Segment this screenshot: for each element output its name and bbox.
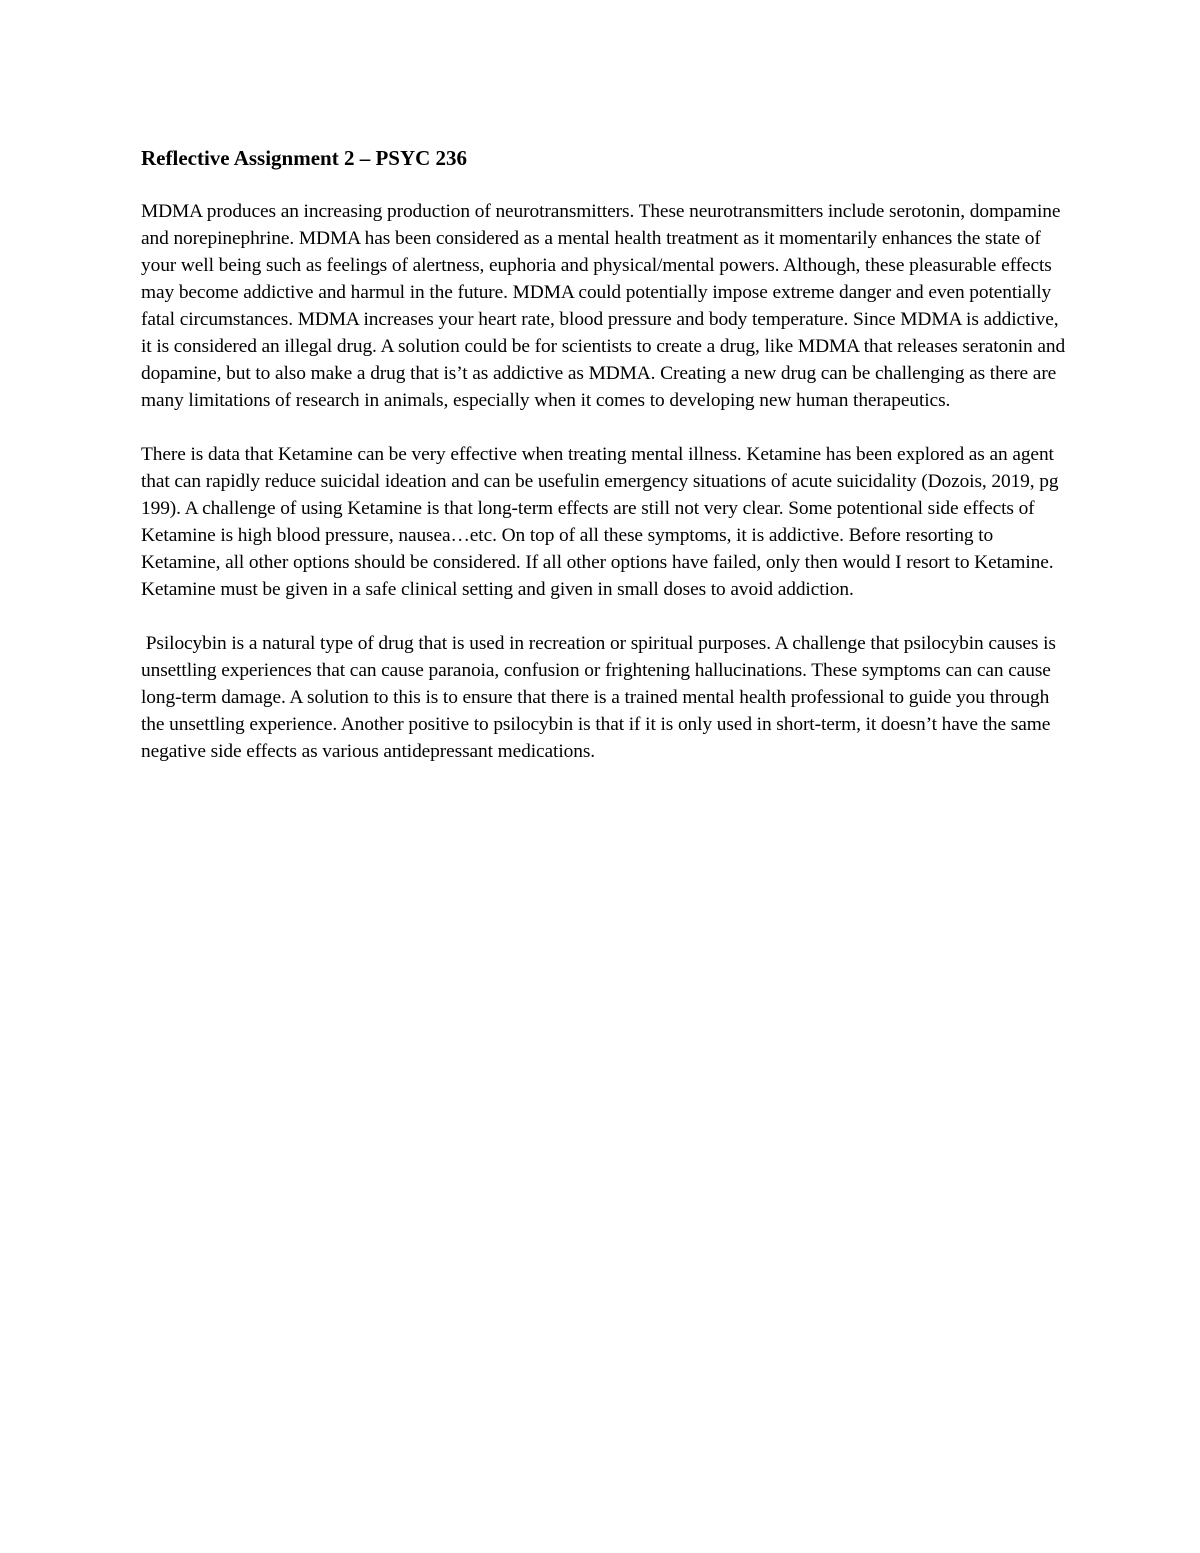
document-body bbox=[141, 143, 1066, 792]
paragraph-psilocybin: Psilocybin is a natural type of drug that is used in recreation or spiritual purposes. A challenge that psilocybin causes is unsettling experiences that can cause paranoia, confusion or frightening hallucinations. These symptoms can can cause long-term damage. A solution to this is to ensure that there is a trained mental health professional to guide you through the unsettling experience. Another positive to psilocybin is that if it is only used in short-term, it doesn’t have the same negative side effects as various antidepressant medications. bbox=[141, 633, 1061, 762]
paragraph-mdma: MDMA produces an increasing production of neurotransmitters. These neurotransmitters include serotonin, dompamine and norepinephrine. MDMA has been considered as a mental health treatment as it momentarily enhances the state of your well being such as feelings of alertness, euphoria and physical/mental powers. Although, these pleasurable effects may become addictive and harmul in the future. MDMA could potentially impose extreme danger and even potentially fatal circumstances. MDMA increases your heart rate, blood pressure and body temperature. Since MDMA is addictive, it is considered an illegal drug. A solution could be for scientists to create a drug, like MDMA that releases seratonin and dopamine, but to also make a drug that is’t as addictive as MDMA. Creating a new drug can be challenging as there are many limitations of research in animals, especially when it comes to developing new human therapeutics. bbox=[141, 201, 1066, 411]
paragraph-ketamine: There is data that Ketamine can be very effective when treating mental illness. Ketamine has been explored as an agent that can rapidly reduce suicidal ideation and can be usefulin emergency situations of acute suicidality (Dozois, 2019, pg 199). A challenge of using Ketamine is that long-term effects are still not very clear. Some potentional side effects of Ketamine is high blood pressure, nausea…etc. On top of all these symptoms, it is addictive. Before resorting to Ketamine, all other options should be considered. If all other options have failed, only then would I resort to Ketamine. Ketamine must be given in a safe clinical setting and given in small doses to avoid addiction. bbox=[141, 444, 1059, 600]
document-title: Reflective Assignment 2 – PSYC 236 bbox=[141, 146, 468, 170]
